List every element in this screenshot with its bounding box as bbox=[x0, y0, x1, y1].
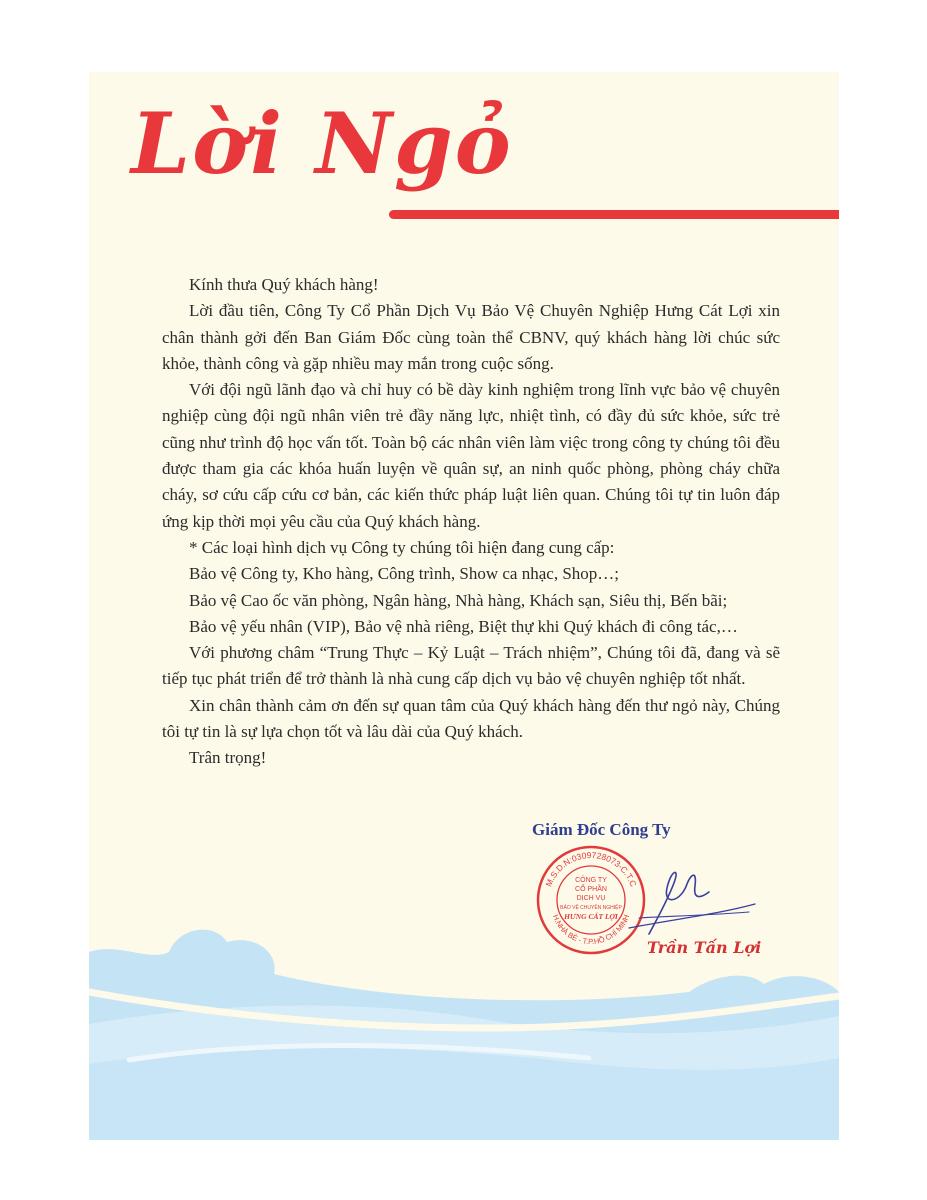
letter-page bbox=[89, 72, 839, 1140]
stamp-ring-top: M.S.D.N:0309728073-C.T.C bbox=[543, 849, 639, 889]
stamp-ring-bottom: H.NHÀ BÈ - T.P.HỒ CHÍ MINH bbox=[550, 913, 632, 947]
stamp-company-name: HƯNG CÁT LỢI bbox=[564, 912, 618, 921]
stamp-line: CỔ PHẦN bbox=[575, 886, 607, 893]
cloud-decoration bbox=[89, 912, 839, 1140]
paragraph-motto: Với phương châm “Trung Thực – Kỷ Luật – Trách nhiệm”, Chúng tôi đã, đang và sẽ tiếp tục phát triển để trở thành là nhà cung cấp dịch vụ bảo vệ chuyên nghiệp tốt nhất. bbox=[162, 643, 780, 689]
service-item: Bảo vệ Cao ốc văn phòng, Ngân hàng, Nhà hàng, Khách sạn, Siêu thị, Bến bãi; bbox=[189, 590, 728, 610]
signer-name: Trần Tấn Lợi bbox=[647, 938, 762, 957]
letter-title: Lời Ngỏ bbox=[131, 94, 513, 193]
signer-title: Giám Đốc Công Ty bbox=[532, 820, 671, 839]
paragraph-thanks: Xin chân thành cảm ơn đến sự quan tâm của Quý khách hàng đến thư ngỏ này, Chúng tôi tự tin là sự lựa chọn tốt và lâu dài của Quý khách. bbox=[162, 695, 780, 742]
stamp-line: BẢO VỆ CHUYÊN NGHIỆP bbox=[560, 905, 622, 911]
service-item: Bảo vệ yếu nhân (VIP), Bảo vệ nhà riêng, Biệt thự khi Quý khách đi công tác,… bbox=[189, 616, 738, 636]
stamp-line: DỊCH VỤ bbox=[576, 895, 606, 902]
title-underline bbox=[389, 210, 839, 219]
stamp-line: CÔNG TY bbox=[575, 877, 607, 884]
greeting: Kính thưa Quý khách hàng! bbox=[189, 275, 379, 294]
service-item: Bảo vệ Công ty, Kho hàng, Công trình, Show ca nhạc, Shop…; bbox=[189, 564, 619, 584]
paragraph-intro: Lời đầu tiên, Công Ty Cổ Phần Dịch Vụ Bảo Vệ Chuyên Nghiệp Hưng Cát Lợi xin chân thành gởi đến Ban Giám Đốc cùng toàn thể CBNV, quý khách hàng lời chúc sức khỏe, thành công và gặp nhiều may mắn trong cuộc sống. bbox=[162, 301, 780, 373]
letter-body bbox=[162, 272, 780, 772]
services-heading: * Các loại hình dịch vụ Công ty chúng tôi hiện đang cung cấp: bbox=[189, 537, 615, 557]
closing: Trân trọng! bbox=[189, 748, 267, 768]
paragraph-team: Với đội ngũ lãnh đạo và chỉ huy có bề dày kinh nghiệm trong lĩnh vực bảo vệ chuyên nghiệp cùng đội ngũ nhân viên trẻ đầy năng lực, nhiệt tình, có đầy đủ sức khỏe, sức trẻ cũng như trình độ học vấn tốt. Toàn bộ các nhân viên làm việc trong công ty chúng tôi đều được tham gia các khóa huấn luyện về quân sự, an ninh quốc phòng, phòng cháy chữa cháy, sơ cứu cấp cứu cơ bản, các kiến thức pháp luật liên quan. Chúng tôi tự tin luôn đáp ứng kịp thời mọi yêu cầu của Quý khách hàng. bbox=[162, 380, 780, 531]
